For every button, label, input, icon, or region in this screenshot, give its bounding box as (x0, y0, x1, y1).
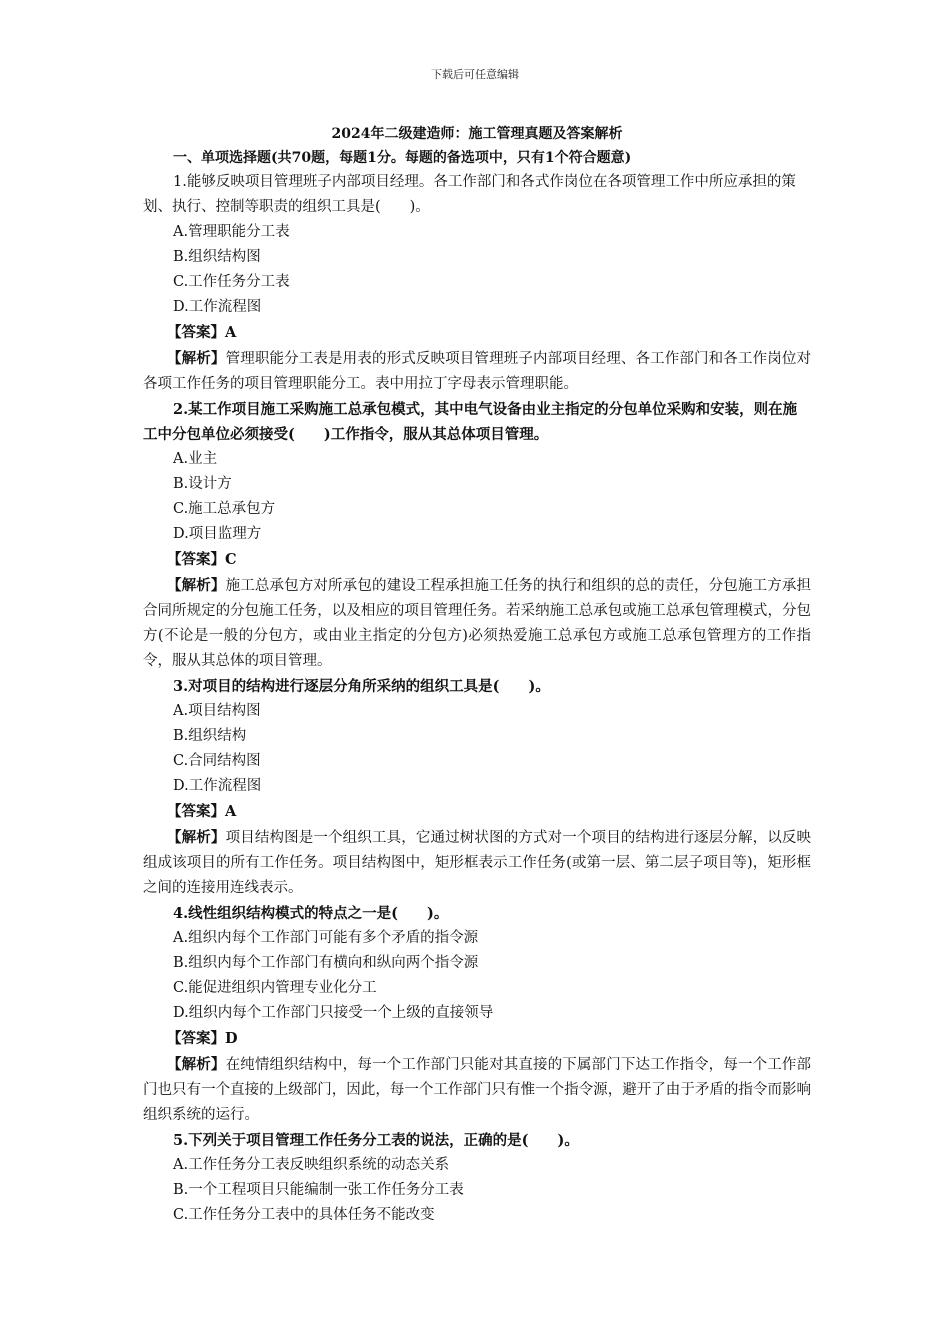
question-stem: 2.某工作项目施工采购施工总承包模式，其中电气设备由业主指定的分包单位采购和安装，则在施工中分包单位必须接受( )工作指令，服从其总体项目管理。 (143, 401, 798, 443)
option-c: C.合同结构图 (173, 753, 261, 769)
answer-tag: 【答案】 (167, 803, 225, 820)
explanation-text: 管理职能分工表是用表的形式反映项目管理班子内部项目经理、各工作部门和各工作岗位对各项工作任务的项目管理职能分工。表中用拉丁字母表示管理职能。 (143, 351, 812, 392)
option-d: D.项目监理方 (173, 526, 262, 542)
explanation (143, 346, 811, 397)
question-3 (143, 674, 811, 901)
section-heading: 一、单项选择题(共70题，每题1分。每题的备选项中，只有1个符合题意) (173, 150, 632, 166)
explanation-tag: 【解析】 (167, 1056, 226, 1073)
answer-tag: 【答案】 (167, 551, 225, 568)
question-stem: 4.线性组织结构模式的特点之一是( )。 (173, 905, 449, 922)
document-body (143, 122, 811, 1228)
explanation-text: 项目结构图是一个组织工具，它通过树状图的方式对一个项目的结构进行逐层分解，以反映组成该项目的所有工作任务。项目结构图中，矩形框表示工作任务(或第一层、第二层子项目等)，矩形框之间的连接用连线表示。 (143, 830, 812, 896)
explanation-text: 在纯情组织结构中，每一个工作部门只能对其直接的下属部门下达工作指令，每一个工作部门也只有一个直接的上级部门，因此，每一个工作部门只有惟一个指令源，避开了由于矛盾的指令而影响组织系统的运行。 (143, 1057, 812, 1123)
answer-value: A (225, 803, 237, 820)
option-b: B.组织结构 (173, 728, 247, 744)
question-4 (143, 901, 811, 1128)
answer-tag: 【答案】 (167, 324, 225, 341)
option-b: B.一个工程项目只能编制一张工作任务分工表 (173, 1182, 464, 1198)
explanation-tag: 【解析】 (167, 829, 226, 846)
answer-line (143, 1026, 811, 1052)
header-note: 下载后可任意编辑 (431, 68, 519, 81)
option-a: A.组织内每个工作部门可能有多个矛盾的指令源 (173, 930, 479, 946)
option-c: C.施工总承包方 (173, 501, 276, 517)
option-d: D.工作流程图 (173, 778, 262, 794)
answer-line (143, 547, 811, 573)
answer-value: D (225, 1030, 238, 1047)
question-stem: 3.对项目的结构进行逐层分角所采纳的组织工具是( )。 (173, 678, 550, 695)
question-stem: 5.下列关于项目管理工作任务分工表的说法，正确的是( )。 (173, 1132, 579, 1149)
option-c: C.工作任务分工表中的具体任务不能改变 (173, 1207, 435, 1223)
answer-value: A (225, 324, 237, 341)
explanation (143, 825, 811, 901)
question-2 (143, 397, 811, 674)
option-a: A.项目结构图 (173, 703, 261, 719)
explanation-tag: 【解析】 (167, 350, 226, 367)
option-d: D.工作流程图 (173, 299, 262, 315)
option-a: A.业主 (173, 451, 218, 467)
question-stem: 1.能够反映项目管理班子内部项目经理。各工作部门和各式作岗位在各项管理工作中所应承担的策划、执行、控制等职责的组织工具是( )。 (143, 174, 796, 215)
answer-tag: 【答案】 (167, 1030, 225, 1047)
explanation (143, 573, 811, 674)
option-b: B.组织结构图 (173, 249, 261, 265)
document-title: 2024年二级建造师：施工管理真题及答案解析 (331, 126, 623, 142)
answer-value: C (225, 551, 237, 568)
explanation (143, 1052, 811, 1128)
explanation-text: 施工总承包方对所承包的建设工程承担施工任务的执行和组织的总的责任，分包施工方承担合同所规定的分包施工任务，以及相应的项目管理任务。若采纳施工总承包或施工总承包管理模式，分包方(不论是一般的分包方，或由业主指定的分包方)必须热爱施工总承包方或施工总承包管理方的工作指令，服从其总体的项目管理。 (143, 578, 812, 669)
option-a: A.管理职能分工表 (173, 224, 290, 240)
option-a: A.工作任务分工表反映组织系统的动态关系 (173, 1157, 450, 1173)
answer-line (143, 799, 811, 825)
question-5 (143, 1128, 811, 1228)
option-c: C.工作任务分工表 (173, 274, 290, 290)
answer-line (143, 320, 811, 346)
question-1 (143, 170, 811, 397)
option-b: B.设计方 (173, 476, 232, 492)
option-b: B.组织内每个工作部门有横向和纵向两个指令源 (173, 955, 479, 971)
option-c: C.能促进组织内管理专业化分工 (173, 980, 377, 996)
explanation-tag: 【解析】 (167, 577, 226, 594)
option-d: D.组织内每个工作部门只接受一个上级的直接领导 (173, 1005, 494, 1021)
